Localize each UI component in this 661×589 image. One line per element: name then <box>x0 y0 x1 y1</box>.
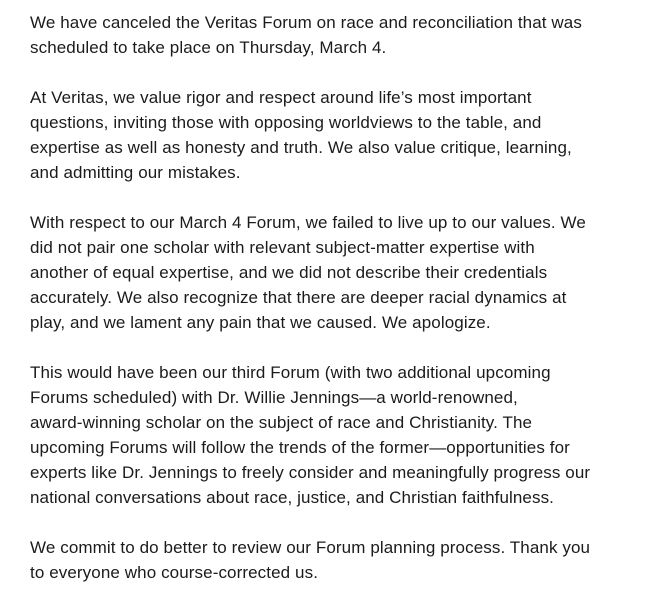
text-line: upcoming Forums will follow the trends of the former—opportunities for <box>30 438 570 457</box>
paragraph-commitment <box>30 535 633 585</box>
paragraph-values <box>30 85 633 185</box>
text-line: to everyone who course-corrected us. <box>30 563 319 582</box>
text-line: With respect to our March 4 Forum, we failed to live up to our values. We <box>30 213 586 232</box>
text-line: expertise as well as honesty and truth. We also value critique, learning, <box>30 138 572 157</box>
paragraph-jennings <box>30 360 633 510</box>
text-line: At Veritas, we value rigor and respect around life’s most important <box>30 88 532 107</box>
text-line: and admitting our mistakes. <box>30 163 241 182</box>
text-line: did not pair one scholar with relevant subject-matter expertise with <box>30 238 535 257</box>
text-line: play, and we lament any pain that we caused. We apologize. <box>30 313 491 332</box>
text-line: national conversations about race, justice, and Christian faithfulness. <box>30 488 555 507</box>
text-line: scheduled to take place on Thursday, March 4. <box>30 38 387 57</box>
text-line: award-winning scholar on the subject of race and Christianity. The <box>30 413 533 432</box>
text-line: questions, inviting those with opposing worldviews to the table, and <box>30 113 542 132</box>
paragraph-apology <box>30 210 633 335</box>
text-line: This would have been our third Forum (with two additional upcoming <box>30 363 551 382</box>
text-line: another of equal expertise, and we did not describe their credentials <box>30 263 548 282</box>
text-line: We commit to do better to review our Forum planning process. Thank you <box>30 538 591 557</box>
text-line: accurately. We also recognize that there are deeper racial dynamics at <box>30 288 567 307</box>
paragraph-cancellation <box>30 10 633 60</box>
text-line: experts like Dr. Jennings to freely consider and meaningfully progress our <box>30 463 591 482</box>
text-line: Forums scheduled) with Dr. Willie Jennings—a world-renowned, <box>30 388 518 407</box>
text-line: We have canceled the Veritas Forum on race and reconciliation that was <box>30 13 582 32</box>
